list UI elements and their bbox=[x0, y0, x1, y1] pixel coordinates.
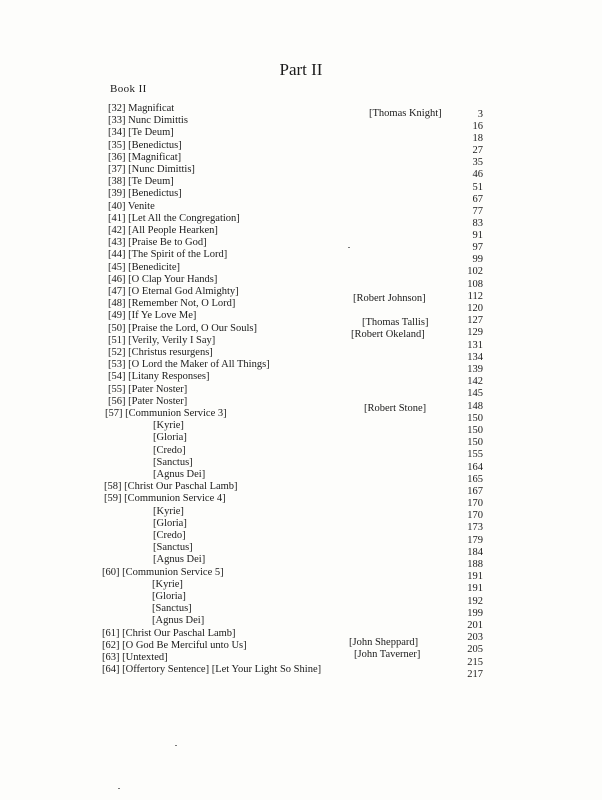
composer-name: [Robert Stone] bbox=[364, 403, 427, 414]
page-number: 150 bbox=[467, 425, 483, 436]
contents-entry: [51] [Verily, Verily I Say] bbox=[108, 334, 216, 346]
page-number: 184 bbox=[467, 547, 483, 558]
contents-entry: [42] [All People Hearken] bbox=[108, 225, 218, 236]
contents-entry: [35] [Benedictus] bbox=[108, 139, 182, 151]
composer-name: [John Taverner] bbox=[354, 649, 421, 660]
contents-entry: [32] Magnificat bbox=[108, 103, 175, 114]
contents-entry: [59] [Communion Service 4] bbox=[104, 493, 226, 505]
contents-entry: [40] Venite bbox=[108, 200, 155, 212]
page-number: 67 bbox=[472, 194, 483, 205]
page-number: 164 bbox=[467, 462, 483, 473]
page-number: 46 bbox=[472, 169, 483, 180]
contents-entry: [43] [Praise Be to God] bbox=[108, 237, 207, 249]
page-number: 35 bbox=[472, 157, 483, 168]
page-title: Part II bbox=[279, 60, 323, 79]
page-number: 188 bbox=[467, 559, 483, 570]
page-number: 205 bbox=[467, 644, 483, 655]
page-number: 173 bbox=[467, 522, 483, 533]
page-number: 142 bbox=[467, 376, 483, 387]
contents-entry: [Kyrie] bbox=[152, 578, 183, 590]
contents-entry: [Agnus Dei] bbox=[153, 469, 206, 480]
contents-entry: [61] [Christ Our Paschal Lamb] bbox=[102, 627, 236, 639]
page-number: 150 bbox=[467, 413, 483, 424]
page-number: 148 bbox=[467, 401, 483, 412]
contents-entry: [33] Nunc Dimittis bbox=[108, 115, 188, 127]
page-number: 217 bbox=[467, 669, 483, 680]
page-number: 192 bbox=[467, 596, 483, 607]
composer-name: [Thomas Knight] bbox=[369, 108, 442, 119]
page-number: 129 bbox=[467, 327, 483, 338]
contents-entry: [64] [Offertory Sentence] [Let Your Light So Shine] bbox=[102, 664, 322, 676]
page-number: 112 bbox=[467, 291, 483, 302]
contents-entry: [39] [Benedictus] bbox=[108, 188, 182, 200]
contents-entry: [Sanctus] bbox=[153, 456, 193, 468]
scan-speck bbox=[175, 745, 177, 746]
contents-entry: [Kyrie] bbox=[153, 420, 184, 432]
page-number: 120 bbox=[467, 303, 483, 314]
page-number: 51 bbox=[472, 182, 483, 193]
contents-entry: [45] [Benedicite] bbox=[108, 261, 181, 273]
page-number: 27 bbox=[472, 145, 483, 156]
contents-entry: [56] [Pater Noster] bbox=[108, 395, 188, 407]
page-number: 108 bbox=[467, 279, 483, 290]
page-number: 165 bbox=[467, 474, 483, 485]
contents-entry: [Gloria] bbox=[152, 591, 186, 602]
page-number: 191 bbox=[467, 583, 483, 594]
page-number: 131 bbox=[467, 340, 483, 351]
book-heading: Book II bbox=[110, 83, 147, 95]
contents-entry: [54] [Litany Responses] bbox=[108, 371, 210, 383]
contents-entry: [55] [Pater Noster] bbox=[108, 383, 188, 395]
page-number: 97 bbox=[472, 242, 483, 253]
contents-entry: [48] [Remember Not, O Lord] bbox=[108, 298, 236, 310]
page-number: 170 bbox=[467, 498, 483, 509]
page-number: 191 bbox=[467, 571, 483, 582]
composer-name: [Thomas Tallis] bbox=[362, 317, 429, 328]
page-number: 83 bbox=[472, 218, 483, 229]
contents-entry: [Agnus Dei] bbox=[152, 615, 205, 627]
page-number: 99 bbox=[472, 254, 483, 265]
page-number: 145 bbox=[467, 388, 483, 399]
page-number: 201 bbox=[467, 620, 483, 631]
contents-entry: [Gloria] bbox=[153, 517, 187, 529]
page-number: 199 bbox=[467, 608, 483, 619]
contents-entry: [60] [Communion Service 5] bbox=[102, 566, 224, 578]
contents-entry: [34] [Te Deum] bbox=[108, 127, 174, 139]
page-number: 102 bbox=[467, 266, 483, 277]
contents-entry: [Sanctus] bbox=[153, 542, 193, 554]
contents-entry: [41] [Let All the Congregation] bbox=[108, 212, 240, 224]
contents-entry: [38] [Te Deum] bbox=[108, 176, 174, 188]
page-number: 18 bbox=[472, 133, 483, 144]
contents-entry: [63] [Untexted] bbox=[102, 652, 168, 663]
page-number: 155 bbox=[467, 449, 483, 460]
contents-entry: [46] [O Clap Your Hands] bbox=[108, 273, 218, 285]
contents-entry: [58] [Christ Our Paschal Lamb] bbox=[104, 481, 238, 493]
page-number: 215 bbox=[467, 657, 483, 668]
page-number: 127 bbox=[467, 315, 483, 326]
contents-entry: [49] [If Ye Love Me] bbox=[108, 310, 197, 322]
page-number: 134 bbox=[467, 352, 483, 363]
page-number: 170 bbox=[467, 510, 483, 521]
scan-speck bbox=[118, 788, 120, 789]
contents-entry: [Credo] bbox=[153, 444, 186, 456]
contents-entry: [Agnus Dei] bbox=[153, 554, 206, 566]
contents-entry: [47] [O Eternal God Almighty] bbox=[108, 286, 239, 297]
contents-entry: [57] [Communion Service 3] bbox=[105, 408, 227, 419]
contents-entry: [Kyrie] bbox=[153, 505, 184, 517]
contents-entry: [50] [Praise the Lord, O Our Souls] bbox=[108, 322, 258, 334]
contents-entry: [37] [Nunc Dimittis] bbox=[108, 164, 195, 175]
page-number: 203 bbox=[467, 632, 483, 643]
contents-entry: [Gloria] bbox=[153, 432, 187, 444]
contents-entry: [44] [The Spirit of the Lord] bbox=[108, 249, 228, 261]
composer-name: [Robert Okeland] bbox=[351, 329, 425, 340]
contents-entry: [36] [Magnificat] bbox=[108, 151, 182, 163]
contents-entry: [62] [O God Be Merciful unto Us] bbox=[102, 639, 247, 651]
page-number: 16 bbox=[472, 121, 483, 132]
page-number: 150 bbox=[467, 437, 483, 448]
contents-entry: [53] [O Lord the Maker of All Things] bbox=[108, 359, 270, 371]
page-number: 179 bbox=[467, 535, 483, 546]
contents-entry: [Sanctus] bbox=[152, 603, 192, 615]
page-number: 167 bbox=[467, 486, 483, 497]
page-number: 139 bbox=[467, 364, 483, 375]
page-number: 91 bbox=[472, 230, 483, 241]
composer-name: [John Sheppard] bbox=[349, 637, 419, 648]
contents-entry: [52] [Christus resurgens] bbox=[108, 347, 213, 358]
contents-entry: [Credo] bbox=[153, 530, 186, 541]
scan-speck bbox=[348, 247, 350, 248]
page-number: 77 bbox=[472, 206, 483, 217]
composer-name: [Robert Johnson] bbox=[353, 293, 426, 304]
page-number: 3 bbox=[477, 109, 483, 120]
